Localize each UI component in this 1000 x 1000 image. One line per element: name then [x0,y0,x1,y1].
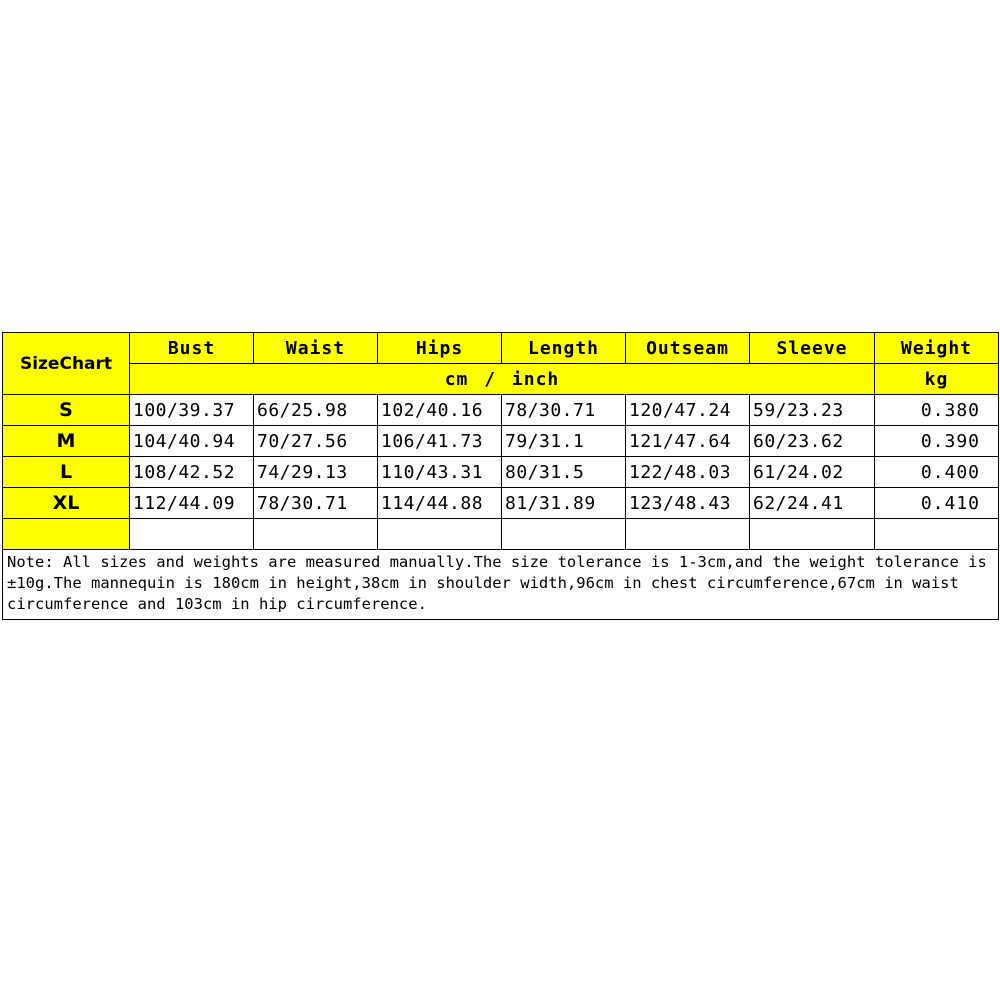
empty-cell [254,519,378,550]
table-cell: 61/24.02 [750,457,875,488]
table-row [3,395,999,426]
table-cell: 106/41.73 [378,426,502,457]
empty-row [3,519,999,550]
empty-size-cell [3,519,130,550]
unit-row [3,364,999,395]
table-cell: 74/29.13 [254,457,378,488]
table-cell: 120/47.24 [626,395,750,426]
column-header-length: Length [502,333,626,364]
column-header-waist: Waist [254,333,378,364]
table-cell: 0.400 [875,457,999,488]
empty-cell [750,519,875,550]
column-header-outseam: Outseam [626,333,750,364]
empty-cell [378,519,502,550]
table-cell: 66/25.98 [254,395,378,426]
empty-cell [875,519,999,550]
empty-cell [502,519,626,550]
unit-cm-inch: cm / inch [130,364,875,395]
table-cell: 70/27.56 [254,426,378,457]
table-cell: 108/42.52 [130,457,254,488]
table-cell: 114/44.88 [378,488,502,519]
table-cell: 122/48.03 [626,457,750,488]
table-row [3,426,999,457]
column-header-bust: Bust [130,333,254,364]
size-label: S [3,395,130,426]
size-chart-label: SizeChart [3,333,130,395]
size-chart-table [2,332,999,620]
table-cell: 112/44.09 [130,488,254,519]
header-row [3,333,999,364]
column-header-hips: Hips [378,333,502,364]
table-row [3,457,999,488]
unit-kg: kg [875,364,999,395]
note-row [3,550,999,620]
table-cell: 104/40.94 [130,426,254,457]
table-cell: 0.390 [875,426,999,457]
table-cell: 60/23.62 [750,426,875,457]
empty-cell [626,519,750,550]
column-header-weight: Weight [875,333,999,364]
table-cell: 102/40.16 [378,395,502,426]
measurement-note: Note: All sizes and weights are measured manually.The size tolerance is 1-3cm,and the weight tolerance is ±10g.The mannequin is 180cm in height,38cm in shoulder width,96cm in chest circumference,67cm in waist circumference and 103cm in hip circumference. [3,550,999,620]
table-cell: 110/43.31 [378,457,502,488]
column-header-sleeve: Sleeve [750,333,875,364]
table-cell: 80/31.5 [502,457,626,488]
table-cell: 59/23.23 [750,395,875,426]
table-cell: 81/31.89 [502,488,626,519]
table-cell: 0.380 [875,395,999,426]
table-cell: 123/48.43 [626,488,750,519]
table-cell: 0.410 [875,488,999,519]
table-cell: 62/24.41 [750,488,875,519]
table-cell: 121/47.64 [626,426,750,457]
size-label: XL [3,488,130,519]
table-cell: 78/30.71 [254,488,378,519]
size-label: L [3,457,130,488]
empty-cell [130,519,254,550]
table-cell: 78/30.71 [502,395,626,426]
size-label: M [3,426,130,457]
table-cell: 79/31.1 [502,426,626,457]
table-row [3,488,999,519]
table-cell: 100/39.37 [130,395,254,426]
